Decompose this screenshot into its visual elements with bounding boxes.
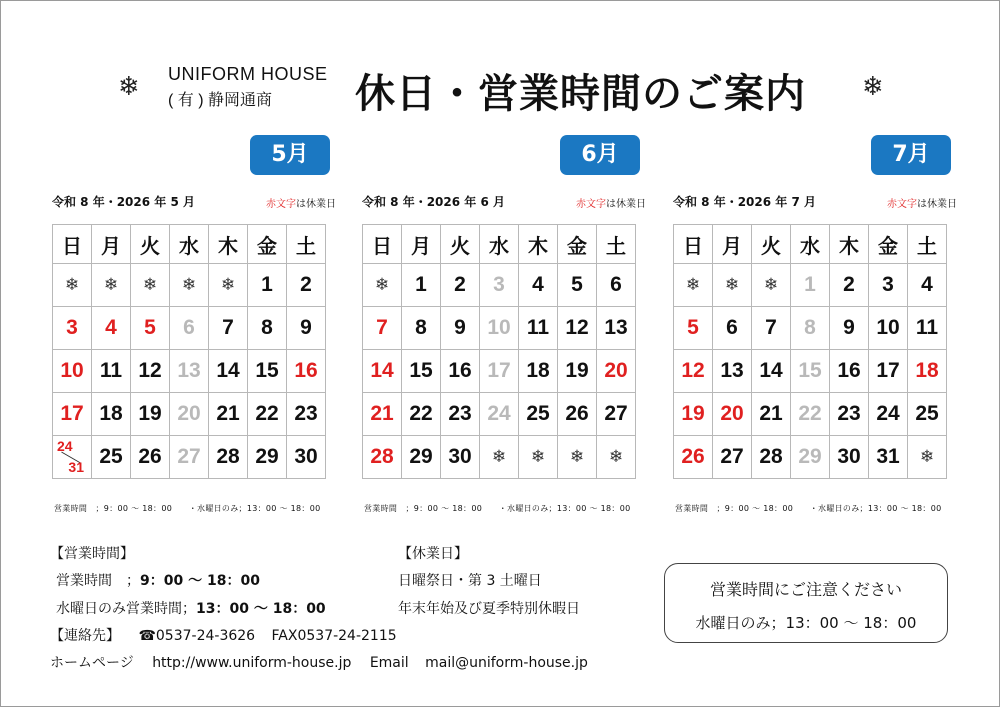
weekday-header: 火 <box>131 225 170 264</box>
calendar-day: 2 <box>441 264 480 307</box>
calendar-day: 20 <box>597 350 636 393</box>
calendar-day: 23 <box>830 393 869 436</box>
calendar-week-row <box>363 436 636 479</box>
snowflake-icon: ❄ <box>480 436 519 479</box>
calendar-day: 18 <box>519 350 558 393</box>
calendar-day: 11 <box>908 307 947 350</box>
weekday-header: 金 <box>248 225 287 264</box>
calendar-day: 8 <box>791 307 830 350</box>
calendar-header: 令和 8 年・2026 年 5 月 <box>52 195 195 209</box>
snowflake-icon: ❄ <box>131 264 170 307</box>
company-name-jp: ( 有 ) 静岡通商 <box>168 92 272 109</box>
weekday-header: 日 <box>674 225 713 264</box>
calendar-day: 18 <box>908 350 947 393</box>
email-label: Email <box>369 655 409 671</box>
snowflake-icon: ❄ <box>713 264 752 307</box>
holiday-legend <box>576 195 646 210</box>
calendar-day: 12 <box>131 350 170 393</box>
calendar-week-row <box>674 307 947 350</box>
calendar-hours-footnote: 営業時間 ；9：00 〜 18：00 ・水曜日のみ；13：00 〜 18：00 <box>364 504 631 513</box>
weekday-header: 日 <box>53 225 92 264</box>
calendar-day: 18 <box>92 393 131 436</box>
calendar-day: 31 <box>869 436 908 479</box>
calendar-day: 1 <box>791 264 830 307</box>
calendar-week-row <box>53 436 326 479</box>
month-badge: 7月 <box>871 135 951 175</box>
legend-red-text: 赤文字 <box>576 199 606 210</box>
calendar-day: 28 <box>752 436 791 479</box>
calendar-day: 12 <box>674 350 713 393</box>
weekday-header: 木 <box>830 225 869 264</box>
calendar-day: 6 <box>597 264 636 307</box>
calendar-week-row <box>53 350 326 393</box>
snowflake-icon: ❄ <box>752 264 791 307</box>
calendar-day: 4 <box>908 264 947 307</box>
calendar-day: 16 <box>441 350 480 393</box>
calendar-day: 22 <box>402 393 441 436</box>
legend-rest-text: は休業日 <box>296 199 336 210</box>
calendar-day: 17 <box>53 393 92 436</box>
calendar-day: 9 <box>287 307 326 350</box>
weekday-header: 火 <box>441 225 480 264</box>
calendar-day: 21 <box>363 393 402 436</box>
calendar-day: 6 <box>713 307 752 350</box>
calendar-week-row <box>674 393 947 436</box>
page-title: 休日・営業時間のご案内 <box>355 71 806 117</box>
weekday-header: 月 <box>713 225 752 264</box>
calendar-day: 14 <box>363 350 402 393</box>
calendar-day: 27 <box>713 436 752 479</box>
calendar-week-row <box>363 350 636 393</box>
calendar-day: 12 <box>558 307 597 350</box>
calendar-day: 5 <box>674 307 713 350</box>
snowflake-icon: ❄ <box>170 264 209 307</box>
calendar-week-row <box>53 393 326 436</box>
holiday-legend <box>266 195 336 210</box>
calendar-day: 24 <box>480 393 519 436</box>
weekday-header: 火 <box>752 225 791 264</box>
business-hours-label: 営業時間 ； <box>56 573 140 589</box>
notice-box <box>664 563 948 643</box>
weekday-header: 水 <box>480 225 519 264</box>
calendar-day: 13 <box>713 350 752 393</box>
calendar-day: 29 <box>791 436 830 479</box>
holidays-line1: 日曜祭日・第 3 土曜日 <box>398 573 542 589</box>
calendar-day: 7 <box>209 307 248 350</box>
contact-heading: 【連絡先】 <box>50 628 120 644</box>
calendar-day: 2 <box>287 264 326 307</box>
calendar-day: 27 <box>170 436 209 479</box>
calendar-day: 10 <box>480 307 519 350</box>
calendar-day: 25 <box>908 393 947 436</box>
calendar-day: 4 <box>92 307 131 350</box>
weekday-header: 土 <box>908 225 947 264</box>
legend-rest-text: は休業日 <box>606 199 646 210</box>
calendar-day: 16 <box>287 350 326 393</box>
calendar-week-row <box>674 436 947 479</box>
snowflake-icon: ❄ <box>209 264 248 307</box>
calendar-day: 8 <box>402 307 441 350</box>
calendar-day: 6 <box>170 307 209 350</box>
calendar-week-row <box>363 307 636 350</box>
calendar-day: 7 <box>752 307 791 350</box>
calendar-day: 17 <box>869 350 908 393</box>
calendar-day: 8 <box>248 307 287 350</box>
calendar-day: 5 <box>558 264 597 307</box>
snowflake-icon: ❄ <box>674 264 713 307</box>
calendar-day: 27 <box>597 393 636 436</box>
contact-line <box>50 625 397 645</box>
calendar-day: 7 <box>363 307 402 350</box>
weekday-header: 木 <box>209 225 248 264</box>
snowflake-icon: ❄ <box>519 436 558 479</box>
calendar-day: 22 <box>248 393 287 436</box>
calendar-day: 13 <box>170 350 209 393</box>
calendar-day-split <box>53 436 92 479</box>
weekday-header: 月 <box>92 225 131 264</box>
calendar-day: 15 <box>248 350 287 393</box>
calendar-day: 14 <box>209 350 248 393</box>
holidays-line2: 年末年始及び夏季特別休暇日 <box>398 601 580 617</box>
calendar-day: 17 <box>480 350 519 393</box>
weekday-header: 日 <box>363 225 402 264</box>
calendar-day: 3 <box>53 307 92 350</box>
month-badge: 5月 <box>250 135 330 175</box>
calendar-day: 10 <box>53 350 92 393</box>
calendar-day: 25 <box>92 436 131 479</box>
legend-red-text: 赤文字 <box>266 199 296 210</box>
calendar-day: 20 <box>170 393 209 436</box>
calendar-day: 5 <box>131 307 170 350</box>
calendar-week-row <box>674 264 947 307</box>
snowflake-icon: ❄ <box>363 264 402 307</box>
calendar-day: 29 <box>248 436 287 479</box>
calendar-day: 22 <box>791 393 830 436</box>
weekday-header: 月 <box>402 225 441 264</box>
calendar-day: 21 <box>752 393 791 436</box>
calendar-grid <box>673 224 947 479</box>
homepage-label: ホームページ <box>50 655 134 671</box>
calendar-day: 24 <box>869 393 908 436</box>
day-number: 24 <box>57 438 73 454</box>
calendar-hours-footnote: 営業時間 ；9：00 〜 18：00 ・水曜日のみ；13：00 〜 18：00 <box>675 504 942 513</box>
snowflake-icon: ❄ <box>597 436 636 479</box>
snowflake-icon-right: ❄ <box>862 72 884 102</box>
fax-number: FAX0537-24-2115 <box>271 628 397 644</box>
notice-hours: 水曜日のみ；13：00 〜 18：00 <box>695 614 917 632</box>
calendar-day: 9 <box>830 307 869 350</box>
calendar-day: 26 <box>131 436 170 479</box>
calendar-day: 28 <box>363 436 402 479</box>
calendar-day: 30 <box>441 436 480 479</box>
calendar-day: 15 <box>791 350 830 393</box>
calendar-day: 16 <box>830 350 869 393</box>
calendar-grid <box>52 224 326 479</box>
calendar-day: 30 <box>830 436 869 479</box>
calendar-week-row <box>363 393 636 436</box>
calendar-hours-footnote: 営業時間 ；9：00 〜 18：00 ・水曜日のみ；13：00 〜 18：00 <box>54 504 321 513</box>
wednesday-hours-line <box>56 598 326 618</box>
calendar-day: 26 <box>558 393 597 436</box>
weekday-header: 木 <box>519 225 558 264</box>
calendar-week-row <box>363 264 636 307</box>
weekday-header: 水 <box>170 225 209 264</box>
calendar-day: 19 <box>674 393 713 436</box>
homepage-link[interactable]: http://www.uniform-house.jp <box>152 655 352 671</box>
calendar-week-row <box>53 264 326 307</box>
calendar-day: 1 <box>402 264 441 307</box>
business-hours-value: 9：00 〜 18：00 <box>140 573 260 589</box>
snowflake-icon: ❄ <box>92 264 131 307</box>
calendar-day: 1 <box>248 264 287 307</box>
calendar-day: 13 <box>597 307 636 350</box>
holiday-legend <box>887 195 957 210</box>
calendar-day: 30 <box>287 436 326 479</box>
wednesday-hours-label: 水曜日のみ営業時間； <box>56 601 196 617</box>
calendar-day: 20 <box>713 393 752 436</box>
email-link[interactable]: mail@uniform-house.jp <box>425 655 588 671</box>
phone-number: ☎0537-24-3626 <box>138 628 256 644</box>
calendar-day: 3 <box>480 264 519 307</box>
calendar-day: 21 <box>209 393 248 436</box>
notice-title: 営業時間にご注意ください <box>709 580 902 599</box>
wednesday-hours-value: 13：00 〜 18：00 <box>196 601 326 617</box>
business-hours-heading: 【営業時間】 <box>50 546 134 562</box>
calendar-day: 3 <box>869 264 908 307</box>
day-number: 31 <box>68 459 84 475</box>
snowflake-icon: ❄ <box>908 436 947 479</box>
calendar-day: 2 <box>830 264 869 307</box>
calendar-day: 19 <box>131 393 170 436</box>
calendar-header: 令和 8 年・2026 年 6 月 <box>362 195 505 209</box>
company-block <box>168 64 328 110</box>
calendar-day: 23 <box>287 393 326 436</box>
holidays-heading: 【休業日】 <box>398 546 468 562</box>
calendar-grid <box>362 224 636 479</box>
weekday-header: 金 <box>869 225 908 264</box>
weekday-header: 土 <box>597 225 636 264</box>
calendar-day: 4 <box>519 264 558 307</box>
calendar-day: 26 <box>674 436 713 479</box>
calendar-day: 11 <box>519 307 558 350</box>
calendar-day: 28 <box>209 436 248 479</box>
calendar-day: 14 <box>752 350 791 393</box>
company-name-en: UNIFORM HOUSE <box>168 64 328 84</box>
snowflake-icon: ❄ <box>53 264 92 307</box>
weekday-header: 土 <box>287 225 326 264</box>
snowflake-icon-left: ❄ <box>118 72 140 102</box>
calendar-day: 23 <box>441 393 480 436</box>
web-line <box>50 652 588 672</box>
calendar-day: 15 <box>402 350 441 393</box>
calendar-day: 9 <box>441 307 480 350</box>
calendar-day: 25 <box>519 393 558 436</box>
legend-rest-text: は休業日 <box>917 199 957 210</box>
calendar-day: 11 <box>92 350 131 393</box>
calendar-header: 令和 8 年・2026 年 7 月 <box>673 195 816 209</box>
calendar-day: 29 <box>402 436 441 479</box>
business-hours-line1 <box>56 570 260 590</box>
calendar-week-row <box>674 350 947 393</box>
calendar-week-row <box>53 307 326 350</box>
calendar-day: 19 <box>558 350 597 393</box>
weekday-header: 水 <box>791 225 830 264</box>
calendar-day: 10 <box>869 307 908 350</box>
snowflake-icon: ❄ <box>558 436 597 479</box>
month-badge: 6月 <box>560 135 640 175</box>
weekday-header: 金 <box>558 225 597 264</box>
legend-red-text: 赤文字 <box>887 199 917 210</box>
